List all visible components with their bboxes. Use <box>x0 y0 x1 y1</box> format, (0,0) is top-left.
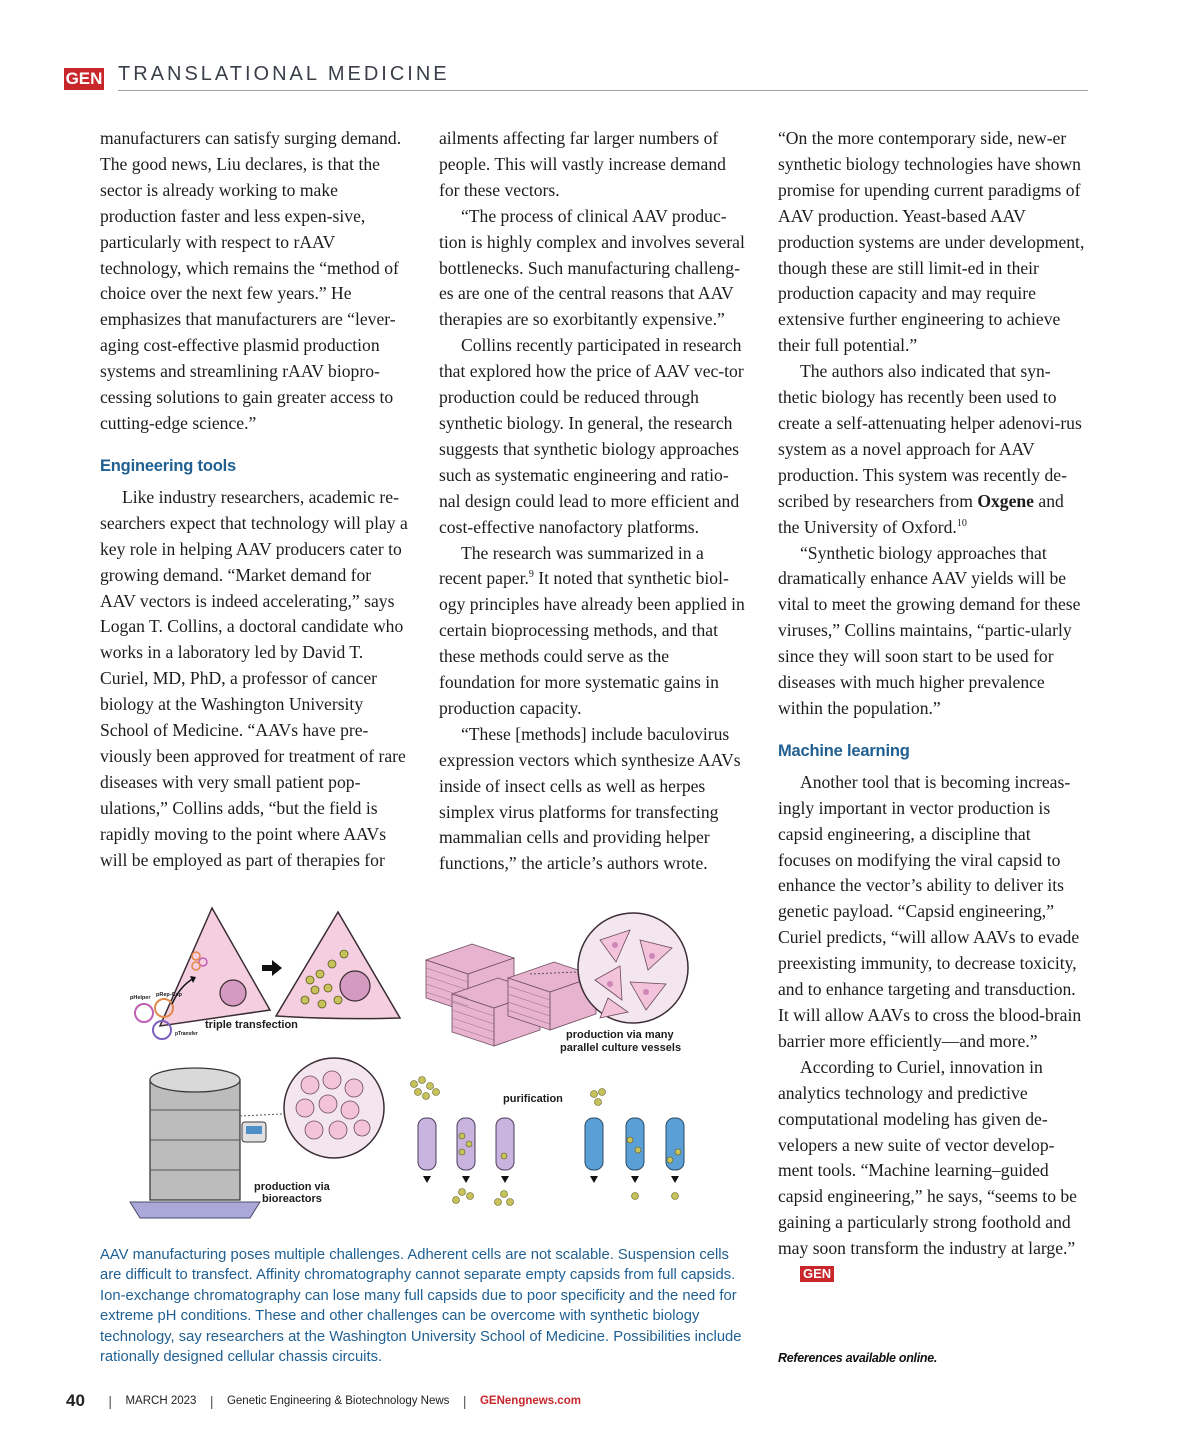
paragraph: “On the more contemporary side, new-er synthetic biology technologies have shown promise for upending current paradigms of AAV production. Yeast-based AAV production systems are under development, though these are still limit-ed in their production capacity and may require extensive further engineering to achieve their full potential.” <box>778 128 1085 356</box>
references-note[interactable]: References available online. <box>778 1351 938 1365</box>
adherent-cell-producing <box>276 912 400 1019</box>
page-footer <box>66 1391 581 1413</box>
page-number: 40 <box>66 1391 85 1410</box>
footer-separator: | <box>209 1393 214 1409</box>
company-name: Oxgene <box>977 490 1034 511</box>
paragraph-text: The research was summarized in a recent paper. <box>439 542 704 589</box>
text-column-3 <box>778 126 1086 1288</box>
paragraph-text: According to Curiel, innovation in analytics technology and predictive computational modeling has given de-velopers a new suite of vector develop-ment tools. “Machine learning–guided capsid engineering,” he says, “seems to be gaining a particularly strong foothold and may soon transform the industry at large.” <box>778 1056 1077 1259</box>
label-phelper: pHelper <box>130 995 151 1001</box>
footer-separator: | <box>462 1393 467 1409</box>
paragraph: Another tool that is becoming increas-ingly important in vector production is capsid engineering, a discipline that focuses on modifying the viral capsid to enhance the vector’s ability to deliver its genetic payload. “Capsid engineering,” Curiel predicts, “will allow AAVs to evade preexisting immunity, to decrease toxicity, and to enhance targeting and transduction. It will allow AAVs to cross the blood-brain barrier more efficiently—and more.” <box>778 771 1082 1051</box>
reference-marker[interactable]: 10 <box>956 517 967 529</box>
paragraph-text: The authors also indicated that syn-thetic biology has recently been used to create a self-attenuating helper adenovi-rus system as a novel approach for AAV production. This system was recently de-scribed by researchers from <box>778 361 1082 511</box>
publication-name: Genetic Engineering & Biotechnology News <box>226 1395 450 1407</box>
paragraph: Like industry researchers, academic re-searchers expect that technology will play a key role in helping AAV producers cater to growing demand. “Market demand for AAV vectors is indeed accelerating,” says Logan T. Collins, a doctoral candidate who works in a laboratory led by David T. Curiel, MD, PhD, a professor of cancer biology at the Washington University School of Medicine. “AAVs have pre-viously been approved for treatment of rare diseases with very small patient pop-ulations,” Collins adds, “but the field is rapidly moving to the point where AAVs will be employed as part of therapies for <box>100 486 408 870</box>
label-parallel-2: parallel culture vessels <box>560 1042 682 1054</box>
aav-manufacturing-figure <box>100 900 740 1230</box>
subhead-machine-learning: Machine learning <box>778 741 910 760</box>
text-column-2 <box>439 126 747 877</box>
bioreactor <box>130 1068 282 1218</box>
paragraph: “These [methods] include baculovirus expression vectors which synthesize AAVs inside of insect cells as well as herpes simplex virus platforms for transfecting mammalian cells and providing helper functions,” the article’s authors wrote. <box>439 723 741 874</box>
label-prepcap: pRep-Cap <box>156 992 182 998</box>
end-mark-gen-logo: GEN <box>800 1266 834 1282</box>
gen-logo: GEN <box>65 69 103 88</box>
paragraph: manufacturers can satisfy surging demand. The good news, Liu declares, is that the sector is already working to make production faster and less expen-sive, particularly with respect to rAAV technology, which remains the “method of choice over the next few years.” He emphasizes that manufacturers are “lever-aging cost-effective plasmid production systems and streamlining rAAV biopro-cessing solutions to gain greater access to cutting-edge science.” <box>100 128 402 433</box>
figure-caption: AAV manufacturing poses multiple challenges. Adherent cells are not scalable. Suspension cells are difficult to transfect. Affinity chromatography cannot separate empty capsids from full capsids. Ion-exchange chromatography can lose many full capsids due to poor specificity and the need for extreme pH conditions. These and other challenges can be overcome with synthetic biology technology, say researchers at the Washington University School of Medicine. Possibilities include rationally designed cellular chassis circuits. <box>100 1247 742 1366</box>
paragraph-text: and the University of Oxford. <box>778 490 1064 537</box>
paragraph: “Synthetic biology approaches that dramatically enhance AAV yields will be vital to meet the growing demand for these viruses,” Collins maintains, “partic-ularly since they will soon start to be used for diseases with much higher prevalence within the population.” <box>778 542 1081 718</box>
adherent-cell-before <box>160 908 270 1026</box>
figure-illustration <box>100 900 740 1230</box>
label-parallel-1: production via many <box>566 1029 674 1041</box>
paragraph <box>439 541 747 722</box>
arrow-icon <box>262 960 282 976</box>
issue-date: MARCH 2023 <box>125 1395 197 1407</box>
website-link[interactable]: GENengnews.com <box>479 1395 581 1407</box>
zoomed-suspension-cells <box>284 1058 384 1158</box>
label-purification: purification <box>503 1093 563 1105</box>
paragraph <box>778 1055 1086 1288</box>
label-triple-transfection: triple transfection <box>205 1019 298 1031</box>
reference-marker[interactable]: 9 <box>528 569 534 581</box>
paragraph: ailments affecting far larger numbers of people. This will vastly increase demand for these vectors. <box>439 128 726 200</box>
label-bioreactor-2: bioreactors <box>262 1193 322 1205</box>
paragraph: Collins recently participated in research that explored how the price of AAV vec-tor production could be reduced through synthetic biology. In general, the research suggests that synthetic biology approaches such as systematic engineering and ratio-nal design could lead to more efficient and cost-effective nanofactory platforms. <box>439 335 744 537</box>
zoomed-adherent-cells <box>578 913 688 1023</box>
label-ptransfer: pTransfer <box>175 1031 198 1037</box>
page-header <box>64 62 1088 92</box>
text-column-1 <box>100 126 410 873</box>
paragraph: “The process of clinical AAV produc-tion is highly complex and involves several bottlenecks. Such manufacturing challeng-es are one of the central reasons that AAV therapies are so exorbitantly expensive.” <box>439 205 745 330</box>
header-divider <box>118 90 1088 91</box>
paragraph-text: It noted that synthetic biol-ogy principles have already been applied in certain bioprocessing methods, and that these methods could serve as the foundation for more systematic gains in production capacity. <box>439 568 745 718</box>
subhead-engineering-tools: Engineering tools <box>100 456 236 475</box>
label-bioreactor-1: production via <box>254 1181 330 1193</box>
footer-separator: | <box>108 1393 113 1409</box>
section-title: TRANSLATIONAL MEDICINE <box>118 63 450 85</box>
paragraph <box>778 359 1086 540</box>
